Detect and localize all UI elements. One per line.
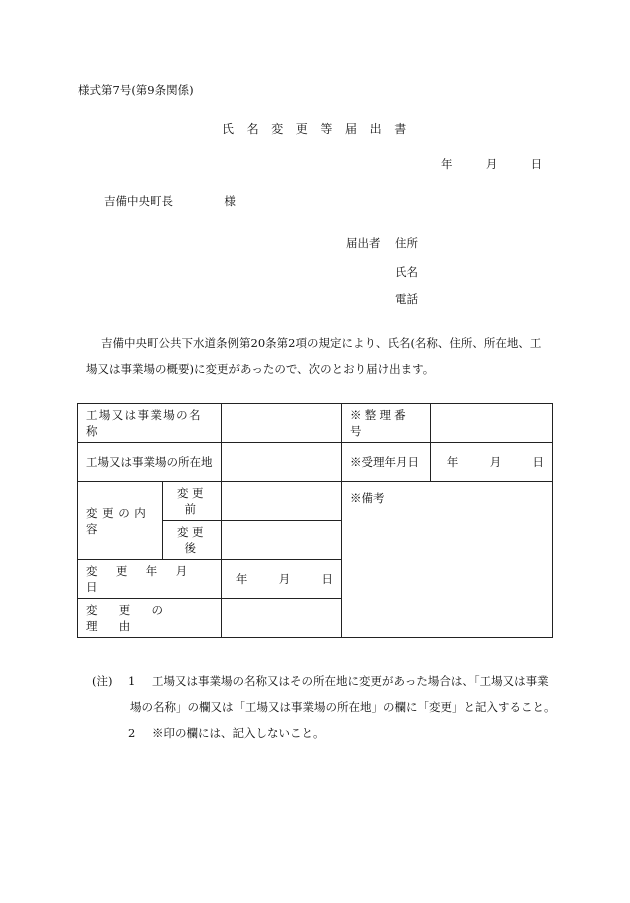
addressee bbox=[104, 193, 236, 209]
facility-name-field[interactable] bbox=[222, 404, 342, 443]
body-line-2: 場又は事業場の概要)に変更があったので、次のとおり届け出ます。 bbox=[86, 362, 435, 376]
date-day-label: 日 bbox=[530, 157, 543, 171]
remarks-cell[interactable] bbox=[342, 482, 553, 638]
applicant-phone-label: 電話 bbox=[395, 292, 418, 306]
change-month-label: 月 bbox=[278, 572, 291, 586]
applicant-name-label: 氏名 bbox=[395, 265, 418, 279]
after-change-field[interactable] bbox=[222, 521, 342, 560]
addressee-honorific: 様 bbox=[224, 194, 236, 208]
applicant-label: 届出者 bbox=[346, 236, 381, 250]
addressee-name: 吉備中央町長 bbox=[104, 194, 173, 208]
body-line-1: 吉備中央町公共下水道条例第20条第2項の規定により、氏名(名称、住所、所在地、工 bbox=[101, 336, 542, 350]
table-row bbox=[78, 404, 553, 443]
note-item-2 bbox=[92, 720, 556, 746]
note-item-1-continued bbox=[92, 694, 556, 720]
note-number: 1 bbox=[128, 674, 136, 688]
form-number: 様式第7号(第9条関係) bbox=[78, 83, 194, 97]
change-reason-field[interactable] bbox=[222, 599, 342, 638]
table-row bbox=[78, 482, 553, 521]
remarks-label: ※備考 bbox=[350, 491, 385, 505]
facility-location-field[interactable] bbox=[222, 443, 342, 482]
receipt-day-label: 日 bbox=[532, 455, 544, 469]
receipt-month-label: 月 bbox=[489, 455, 502, 469]
change-content-label: 変更の内容 bbox=[78, 482, 163, 560]
date-line bbox=[441, 156, 542, 172]
reference-number-field[interactable] bbox=[431, 404, 553, 443]
change-day-label: 日 bbox=[321, 572, 333, 586]
change-year-label: 年 bbox=[235, 572, 248, 586]
note-text-line-2: 場の名称」の欄又は「工場又は事業場の所在地」の欄に「変更」と記入すること。 bbox=[130, 700, 556, 714]
change-reason-label: 変更の理由 bbox=[78, 599, 222, 638]
receipt-date-field[interactable] bbox=[431, 443, 553, 482]
note-text-line-1: 工場又は事業場の名称又はその所在地に変更があった場合は、「工場又は事業 bbox=[152, 674, 549, 688]
date-year-label: 年 bbox=[441, 157, 453, 171]
change-date-field[interactable] bbox=[222, 560, 342, 599]
note-number: 2 bbox=[128, 726, 136, 740]
change-date-label: 変更年月日 bbox=[78, 560, 222, 599]
notes-section bbox=[92, 668, 556, 746]
notes-marker: (注) bbox=[92, 674, 113, 688]
before-change-label: 変更前 bbox=[163, 482, 222, 521]
page-title: 氏名変更等届出書 bbox=[222, 122, 419, 136]
after-change-label: 変更後 bbox=[163, 521, 222, 560]
notification-form-table bbox=[77, 403, 553, 638]
reference-number-label: ※整理番号 bbox=[342, 404, 431, 443]
before-change-field[interactable] bbox=[222, 482, 342, 521]
applicant-address-label: 住所 bbox=[395, 236, 418, 250]
table-row bbox=[78, 443, 553, 482]
body-paragraph bbox=[78, 330, 554, 382]
note-item-1 bbox=[92, 668, 556, 694]
facility-location-label: 工場又は事業場の所在地 bbox=[78, 443, 222, 482]
receipt-date-label: ※受理年月日 bbox=[342, 443, 431, 482]
receipt-year-label: 年 bbox=[446, 455, 459, 469]
date-month-label: 月 bbox=[485, 157, 498, 171]
note-text-line-1: ※印の欄には、記入しないこと。 bbox=[152, 726, 325, 740]
facility-name-label: 工場又は事業場の名称 bbox=[78, 404, 222, 443]
